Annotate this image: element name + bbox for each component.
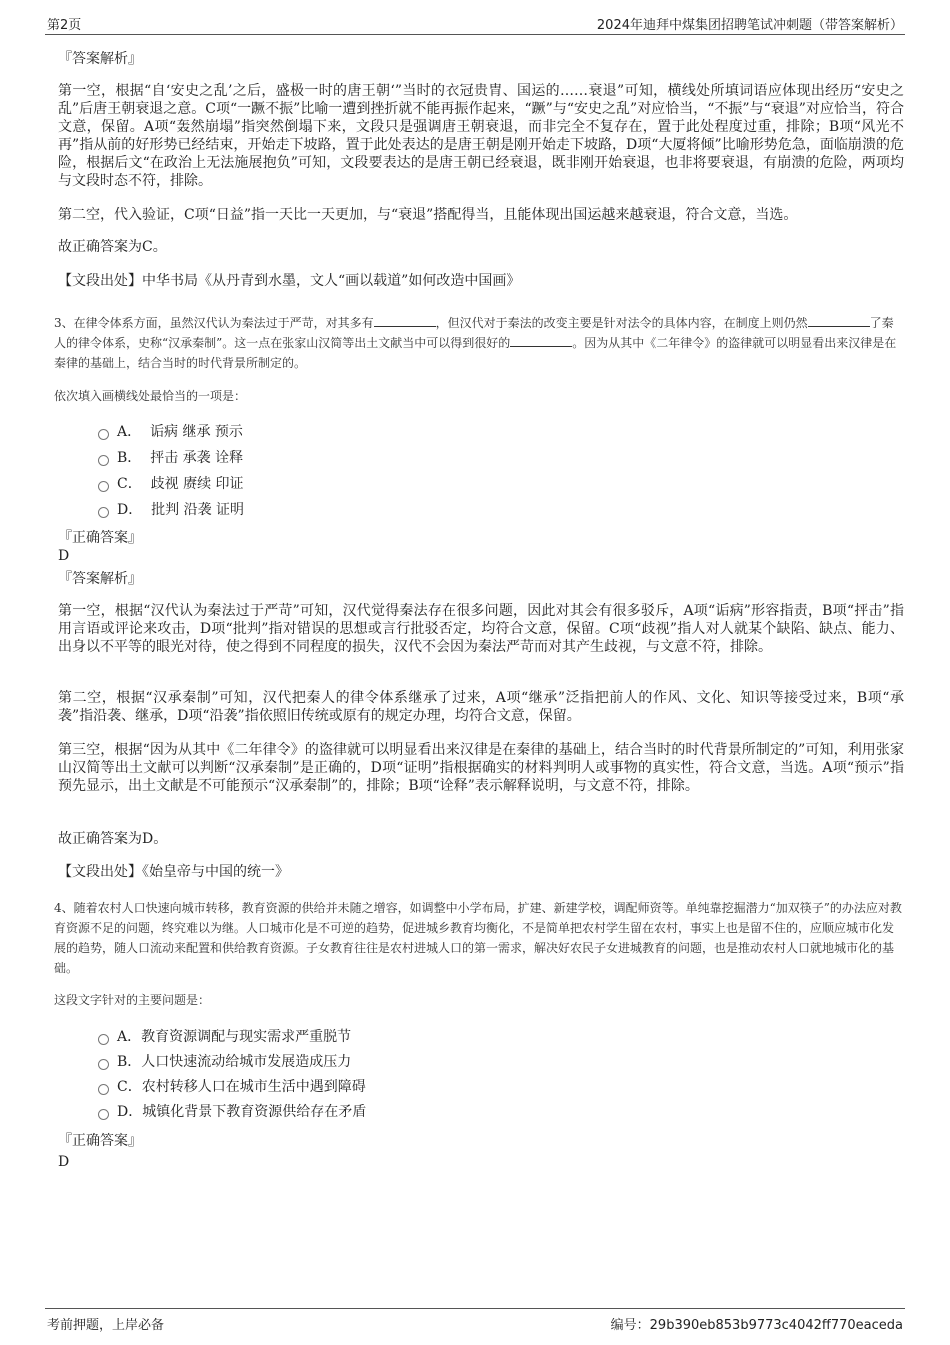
- radio-icon[interactable]: [98, 455, 109, 466]
- radio-icon[interactable]: [98, 1109, 109, 1120]
- radio-icon[interactable]: [98, 507, 109, 518]
- radio-icon[interactable]: [98, 429, 109, 440]
- blank-1: [374, 314, 436, 327]
- radio-icon[interactable]: [98, 1059, 109, 1070]
- q4-option-c[interactable]: C． 农村转移人口在城市生活中遇到障碍: [98, 1077, 904, 1097]
- q3-option-b[interactable]: B． 抨击 承袭 诠释: [98, 448, 904, 468]
- q3-conclusion: 故正确答案为D。: [58, 831, 168, 847]
- q4-answer: D: [58, 1154, 70, 1170]
- blank-2: [808, 314, 870, 327]
- page-header: [45, 12, 905, 35]
- q4-stem: 4、随着农村人口快速向城市转移，教育资源的供给并未随之增容，如调整中小学布局，扩建、新建学校，调配师资等。单纯靠挖掘潜力“加双筷子”的办法应对教育资源不足的问题，终究难以为继。人口城市化是不可逆的趋势，促进城乡教育均衡化，不是简单把农村学生留在农村，事实上也是留不住的，应顺应城市化发展的趋势，随人口流动来配置和供给教育资源。子女教育往往是农村进城人口的第一需求，解决好农民子女进城教育的问题，也是推动农村人口就地城市化的基础。: [54, 901, 902, 975]
- radio-icon[interactable]: [98, 481, 109, 492]
- q3-analysis-heading: 『答案解析』: [58, 571, 142, 587]
- footer-slogan: 考前押题，上岸必备: [47, 1318, 165, 1333]
- q4-answer-heading: 『正确答案』: [58, 1133, 142, 1149]
- q3-analysis-para2: 第二空，根据“汉承秦制”可知，汉代把秦人的律令体系继承了过来，A项“继承”泛指把前人的作风、文化、知识等接受过来，B项“承袭”指沿袭、继承，D项“沿袭”指依照旧传统或原有的规定办理，均符合文意，保留。: [58, 690, 904, 724]
- q3-options: [58, 422, 904, 520]
- q2-conclusion: 故正确答案为C。: [58, 239, 167, 255]
- radio-icon[interactable]: [98, 1084, 109, 1095]
- q2-source: 【文段出处】中华书局《从丹青到水墨，文人“画以载道”如何改造中国画》: [58, 273, 521, 289]
- q4-options: [58, 1027, 904, 1122]
- q3-answer: D: [58, 548, 70, 564]
- page-number: 第2页: [47, 18, 82, 33]
- radio-icon[interactable]: [98, 1034, 109, 1045]
- q3-option-a[interactable]: A． 诟病 继承 预示: [98, 422, 904, 442]
- q2-analysis-para1: 第一空，根据“自‘安史之乱’之后，盛极一时的唐王朝‘”当时的衣冠贵胄、国运的……衰退”可知，横线处所填词语应体现出经历“安史之乱”后唐王朝衰退之意。C项“一蹶不振”比喻一遭到挫折就不能再振作起来，“蹶”与“安史之乱”对应恰当，“不振”与“衰退”对应恰当，符合文意，保留。A项“轰然崩塌”指突然倒塌下来，文段只是强调唐王朝衰退，而非完全不复存在，置于此处程度过重，排除；B项“风光不再”指从前的好形势已经结束，开始走下坡路，置于此处表达的是唐王朝是刚开始走下坡路，D项“大厦将倾”比喻形势危急，面临崩溃的危险，根据后文“在政治上无法施展抱负”可知，文段要表达的是唐王朝已经衰退，既非刚开始衰退，也非将要衰退，有崩溃的危险，两项均与文段时态不符，排除。: [58, 83, 904, 189]
- q4-option-d[interactable]: D． 城镇化背景下教育资源供给存在矛盾: [98, 1102, 904, 1122]
- q2-analysis-para2: 第二空，代入验证，C项“日益”指一天比一天更加，与“衰退”搭配得当，且能体现出国运越来越衰退，符合文意，当选。: [58, 207, 798, 223]
- q3-stem: 3、在律令体系方面，虽然汉代认为秦法过于严苛，对其多有 ，但汉代对于秦法的改变主要是针对法令的具体内容，在制度上则仍然 了秦人的律令体系，史称“汉承秦制”。这一点在张家山汉简等出土文献当中可以得到很好的 。因为从其中《二年律令》的盗律就可以明显看出来汉律是在秦律的基础上，结合当时的时代背景所制定的。: [54, 316, 897, 370]
- document-title: 2024年迪拜中煤集团招聘笔试冲刺题（带答案解析）: [596, 18, 903, 33]
- q4-option-a[interactable]: A． 教育资源调配与现实需求严重脱节: [98, 1027, 904, 1047]
- q4-prompt: 这段文字针对的主要问题是：: [54, 993, 211, 1007]
- q3-prompt: 依次填入画横线处最恰当的一项是：: [54, 389, 247, 403]
- q2-analysis-heading: 『答案解析』: [58, 51, 142, 67]
- page-footer: [45, 1308, 905, 1333]
- document-code: 编号：29b390eb853b9773c4042ff770eaceda: [610, 1318, 903, 1333]
- q3-source: 【文段出处】《始皇帝与中国的统一》: [58, 864, 289, 880]
- q3-analysis-para1: 第一空，根据“汉代认为秦法过于严苛”可知，汉代觉得秦法存在很多问题，因此对其会有很多驳斥，A项“诟病”形容指责，B项“抨击”指用言语或评论来攻击，D项“批判”指对错误的思想或言行批驳否定，均符合文意，保留。C项“歧视”指人对人就某个缺陷、缺点、能力、出身以不平等的眼光对待，使之得到不同程度的损失，汉代不会因为秦法严苛而对其产生歧视，与文意不符，排除。: [58, 603, 904, 655]
- blank-3: [510, 334, 572, 347]
- q3-option-d[interactable]: D． 批判 沿袭 证明: [98, 500, 904, 520]
- q3-analysis-para3: 第三空，根据“因为从其中《二年律令》的盗律就可以明显看出来汉律是在秦律的基础上，结合当时的时代背景所制定的”可知，利用张家山汉简等出土文献可以判断“汉承秦制”是正确的，D项“证明”指根据确实的材料判明人或事物的真实性，符合文意，当选。A项“预示”指预先显示，出土文献是不可能预示“汉承秦制”的，排除；B项“诠释”表示解释说明，与文意不符，排除。: [58, 742, 904, 794]
- q3-answer-heading: 『正确答案』: [58, 530, 142, 546]
- q4-option-b[interactable]: B． 人口快速流动给城市发展造成压力: [98, 1052, 904, 1072]
- q3-option-c[interactable]: C． 歧视 赓续 印证: [98, 474, 904, 494]
